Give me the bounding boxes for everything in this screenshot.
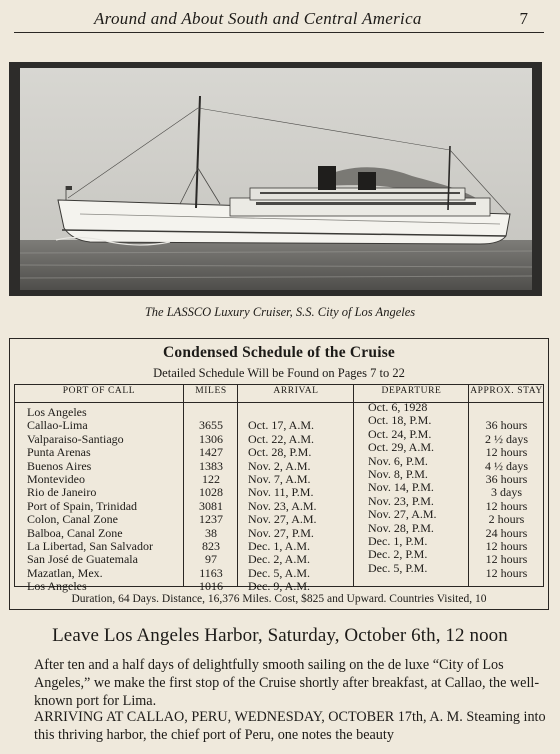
port-cell: Mazatlan, Mex. xyxy=(27,565,103,580)
stay-cell: 3 days xyxy=(491,485,522,500)
stay-cell: 2 ½ days xyxy=(485,431,528,446)
port-cell: Rio de Janeiro xyxy=(27,485,97,500)
port-cell: Balboa, Canal Zone xyxy=(27,525,123,540)
miles-cell: 1306 xyxy=(199,431,223,446)
departure-cell: Nov. 23, P.M. xyxy=(368,493,434,508)
port-cell: Valparaiso-Santiago xyxy=(27,431,124,446)
port-cell: Buenos Aires xyxy=(27,458,92,473)
port-list xyxy=(15,406,183,593)
column-header-port: PORT OF CALL xyxy=(15,386,183,403)
arrival-list xyxy=(238,406,354,593)
departure-cell: Nov. 28, P.M. xyxy=(368,520,434,535)
miles-cell xyxy=(184,406,238,419)
departure-cell: Nov. 8, P.M. xyxy=(368,466,428,481)
miles-cell: 823 xyxy=(202,538,220,553)
stay-cell: 36 hours xyxy=(485,471,528,486)
departure-cell: Oct. 6, 1928 xyxy=(368,400,428,414)
stay-cell xyxy=(469,580,544,593)
miles-cell: 1028 xyxy=(199,485,223,500)
miles-list xyxy=(184,406,238,593)
port-cell: Punta Arenas xyxy=(27,445,91,460)
arrival-cell: Oct. 28, P.M. xyxy=(248,445,312,460)
port-cell: La Libertad, San Salvador xyxy=(27,538,153,553)
arrival-cell: Dec. 9, A.M. xyxy=(248,579,310,594)
schedule-columns xyxy=(14,384,544,594)
stay-cell: 36 hours xyxy=(485,418,528,433)
arrival-cell: Dec. 5, A.M. xyxy=(248,565,310,580)
ship-photo xyxy=(20,68,532,290)
column-miles xyxy=(183,385,238,594)
column-header-miles: MILES xyxy=(184,386,238,403)
column-header-stay: APPROX. STAY xyxy=(469,386,544,403)
departure-list xyxy=(354,401,469,588)
arrival-cell: Dec. 1, A.M. xyxy=(248,538,310,553)
miles-cell: 122 xyxy=(202,471,220,486)
running-title: Around and About South and Central America xyxy=(94,9,422,28)
stay-cell: 12 hours xyxy=(485,552,528,567)
departure-cell: Oct. 18, P.M. xyxy=(368,413,432,428)
stay-cell: 4 ½ days xyxy=(485,458,528,473)
paragraph-callao: ARRIVING AT CALLAO, PERU, WEDNESDAY, OCTOBER 17th, A. M. Steaming into this thriving harbor, the chief port of Peru, one notes the beauty xyxy=(34,709,546,743)
column-arrival xyxy=(237,385,354,594)
arrival-cell xyxy=(238,406,354,419)
arrival-cell: Nov. 11, P.M. xyxy=(248,485,314,500)
miles-cell: 1237 xyxy=(199,512,223,527)
arrival-cell: Oct. 17, A.M. xyxy=(248,418,314,433)
port-cell: Port of Spain, Trinidad xyxy=(27,498,138,513)
schedule-subtitle: Detailed Schedule Will be Found on Pages 7 to 22 xyxy=(153,366,405,380)
departure-cell: Dec. 2, P.M. xyxy=(368,547,428,562)
departure-cell: Oct. 29, A.M. xyxy=(368,440,434,455)
departure-cell: Oct. 24, P.M. xyxy=(368,426,432,441)
miles-cell: 1016 xyxy=(199,579,223,594)
port-cell: Colon, Canal Zone xyxy=(27,512,118,527)
port-cell: Los Angeles xyxy=(27,405,87,419)
schedule-summary: Duration, 64 Days. Distance, 16,376 Miles. Cost, $825 and Upward. Countries Visited, 10 xyxy=(71,593,487,605)
paragraph-sailing: After ten and a half days of delightfully smooth sailing on the de luxe “City of Los Angeles,” we make the first stop of the Cruise shortly after breakfast, at Callao, the well-known port for Lima. xyxy=(34,657,540,709)
column-port-of-call xyxy=(15,385,183,594)
column-header-arrival: ARRIVAL xyxy=(238,386,354,403)
schedule-table xyxy=(9,338,549,610)
departure-cell: Nov. 6, P.M. xyxy=(368,453,428,468)
column-approx-stay xyxy=(468,385,544,586)
miles-cell: 3655 xyxy=(199,418,223,433)
column-header-departure: DEPARTURE xyxy=(354,386,469,403)
stay-cell: 12 hours xyxy=(485,445,528,460)
miles-cell: 1427 xyxy=(199,445,223,460)
arrival-cell: Nov. 27, A.M. xyxy=(248,512,317,527)
departure-cell: Nov. 27, A.M. xyxy=(368,507,437,522)
ship-illustration xyxy=(20,68,532,290)
port-cell: Los Angeles xyxy=(27,579,87,594)
miles-cell: 1163 xyxy=(199,565,223,580)
section-headline: Leave Los Angeles Harbor, Saturday, October 6th, 12 noon xyxy=(52,625,508,646)
photo-caption: The LASSCO Luxury Cruiser, S.S. City of Los Angeles xyxy=(144,305,416,319)
arrival-cell: Nov. 2, A.M. xyxy=(248,458,311,473)
arrival-cell: Nov. 27, P.M. xyxy=(248,525,314,540)
departure-cell xyxy=(354,575,469,588)
port-cell: Montevideo xyxy=(27,471,85,486)
page-number: 7 xyxy=(519,9,528,28)
departure-cell: Dec. 1, P.M. xyxy=(368,533,428,548)
miles-cell: 97 xyxy=(205,552,217,567)
miles-cell: 3081 xyxy=(199,498,223,513)
arrival-cell: Nov. 23, A.M. xyxy=(248,498,317,513)
stay-list xyxy=(469,406,544,593)
departure-cell: Dec. 5, P.M. xyxy=(368,560,428,575)
port-cell: Callao-Lima xyxy=(27,418,88,433)
column-departure xyxy=(353,385,469,586)
stay-cell: 12 hours xyxy=(485,538,528,553)
departure-cell: Nov. 14, P.M. xyxy=(368,480,434,495)
arrival-cell: Dec. 2, A.M. xyxy=(248,552,310,567)
arrival-cell: Oct. 22, A.M. xyxy=(248,431,314,446)
stay-cell: 12 hours xyxy=(485,498,528,513)
arrival-cell: Nov. 7, A.M. xyxy=(248,471,311,486)
miles-cell: 1383 xyxy=(199,458,223,473)
stay-cell: 24 hours xyxy=(485,525,528,540)
miles-cell: 38 xyxy=(205,525,217,540)
stay-cell xyxy=(469,406,544,419)
stay-cell: 12 hours xyxy=(485,565,528,580)
ship-photo-frame xyxy=(9,62,542,296)
page-header xyxy=(14,6,544,33)
schedule-title: Condensed Schedule of the Cruise xyxy=(162,344,396,361)
port-cell: San José de Guatemala xyxy=(27,552,138,567)
stay-cell: 2 hours xyxy=(488,512,525,527)
